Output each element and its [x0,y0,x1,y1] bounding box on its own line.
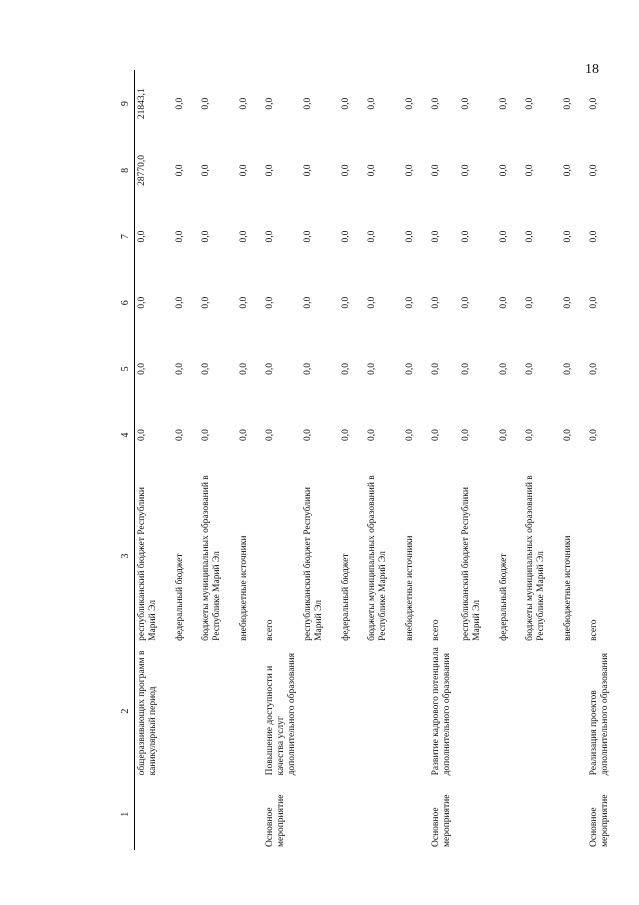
row-source-cell: бюджеты муниципальных образований в Республике Марий Эл [200,475,222,641]
row-source-cell: республиканский бюджет Республики Марий Эл [460,487,483,641]
row-col2-cell [365,644,403,779]
table-row [199,70,237,850]
row-source-cell: федеральный бюджет [498,553,509,641]
row-col1-cell [365,778,403,850]
row-value-cell: 0,0 [562,164,573,177]
row-value-cell: 0,0 [340,97,351,110]
row-source-cell: бюджеты муниципальных образований в Республике Марий Эл [366,475,389,641]
row-col1-cell [561,778,587,850]
col-header-8: 8 [118,137,135,203]
row-value-cell: 0,0 [264,296,275,309]
row-value-cell: 0,0 [498,296,509,309]
row-value-cell: 0,0 [524,97,535,110]
row-value-cell: 0,0 [562,362,573,375]
row-source-cell: бюджеты муниципальных образований в Республике Марий Эл [524,475,547,641]
row-value-cell: 0,0 [524,429,535,442]
row-value-cell: 0,0 [524,296,535,309]
row-value-cell: 0,0 [200,230,211,243]
row-col2-cell [199,644,237,779]
table-row [173,70,199,850]
row-value-cell: 0,0 [404,296,415,309]
row-value-cell: 0,0 [174,164,185,177]
row-value-cell: 0,0 [524,362,535,375]
row-value-cell: 0,0 [174,296,185,309]
table-row [497,70,523,850]
row-col2-cell: общеразвивающих программ в каникулярный период [137,650,159,776]
row-value-cell: 0,0 [588,164,599,177]
row-value-cell: 0,0 [366,429,377,442]
row-value-cell: 0,0 [460,429,471,442]
row-value-cell: 0,0 [174,429,185,442]
row-value-cell: 0,0 [137,230,147,243]
row-value-cell: 0,0 [404,362,415,375]
row-value-cell: 0,0 [366,296,377,309]
col-header-4: 4 [118,402,135,468]
row-col1-cell [199,778,237,850]
row-col2-cell [301,644,339,779]
row-col1-cell [135,778,173,850]
table-row [561,70,587,850]
row-col2-cell [237,644,263,779]
col-header-7: 7 [118,203,135,269]
row-value-cell: 0,0 [460,362,471,375]
row-value-cell: 0,0 [174,97,185,110]
row-value-cell: 0,0 [498,362,509,375]
row-value-cell: 0,0 [340,296,351,309]
row-col2-cell: Реализация проектов дополнительного образования [588,653,611,776]
row-col1-cell: Основное мероприятие [588,794,611,847]
row-col1-cell [403,778,429,850]
row-value-cell: 0,0 [302,164,313,177]
row-value-cell: 0,0 [498,230,509,243]
row-value-cell: 0,0 [524,230,535,243]
col-header-5: 5 [118,336,135,402]
table-row [135,70,173,850]
col-header-6: 6 [118,270,135,336]
row-value-cell: 0,0 [340,230,351,243]
table-row [237,70,263,850]
row-value-cell: 0,0 [588,97,599,110]
row-value-cell: 0,0 [302,429,313,442]
row-value-cell: 0,0 [238,296,249,309]
table-body [135,70,619,850]
row-value-cell: 0,0 [302,296,313,309]
row-col1-cell [459,778,497,850]
row-value-cell: 0,0 [238,362,249,375]
row-col2-cell [339,644,365,779]
row-source-cell: республиканский бюджет Республики Марий Эл [302,487,325,641]
row-col2-cell: Повышение доступности и качества услуг дополнительного образования [264,653,298,776]
row-col2-cell [459,644,497,779]
row-value-cell: 0,0 [200,296,211,309]
row-value-cell: 0,0 [498,429,509,442]
row-value-cell: 0,0 [238,97,249,110]
col-header-1: 1 [118,778,135,850]
row-value-cell: 0,0 [340,362,351,375]
row-col1-cell: Основное мероприятие [430,794,453,847]
row-value-cell: 0,0 [498,164,509,177]
row-col2-cell [523,644,561,779]
table-row [301,70,339,850]
row-source-cell: внебюджетные источники [562,535,573,641]
row-value-cell: 0,0 [366,97,377,110]
col-header-2: 2 [118,644,135,779]
row-value-cell: 0,0 [264,429,275,442]
row-value-cell: 0,0 [430,362,441,375]
row-value-cell: 28770,0 [137,154,147,186]
row-col2-cell [173,644,199,779]
row-source-cell: внебюджетные источники [404,535,415,641]
row-value-cell: 0,0 [200,429,211,442]
row-value-cell: 0,0 [302,362,313,375]
table-row [403,70,429,850]
row-source-cell: всего [264,619,275,641]
row-value-cell: 0,0 [302,230,313,243]
row-value-cell: 0,0 [460,230,471,243]
row-value-cell: 0,0 [404,164,415,177]
row-value-cell: 0,0 [498,97,509,110]
row-value-cell: 0,0 [430,164,441,177]
row-col1-cell: Основное мероприятие [264,794,286,847]
table-row [429,70,459,850]
row-col1-cell [497,778,523,850]
budget-table [118,70,619,850]
row-value-cell: 0,0 [302,97,313,110]
col-header-9: 9 [118,70,135,137]
row-value-cell: 0,0 [460,296,471,309]
row-col2-cell: Развитие кадрового потенциала дополнительного образования [430,647,453,776]
row-value-cell: 0,0 [264,362,275,375]
row-value-cell: 0,0 [264,230,275,243]
row-value-cell: 0,0 [430,230,441,243]
row-value-cell: 0,0 [588,362,599,375]
row-value-cell: 0,0 [366,230,377,243]
row-value-cell: 0,0 [588,429,599,442]
row-value-cell: 0,0 [562,429,573,442]
row-value-cell: 0,0 [174,230,185,243]
row-value-cell: 0,0 [366,164,377,177]
row-value-cell: 0,0 [340,164,351,177]
row-value-cell: 0,0 [200,97,211,110]
row-col1-cell [523,778,561,850]
row-col1-cell [237,778,263,850]
row-value-cell: 21843,1 [137,88,147,120]
table-row [459,70,497,850]
row-value-cell: 0,0 [562,296,573,309]
table-row [587,70,619,850]
row-value-cell: 0,0 [404,429,415,442]
page-number: 18 [585,62,599,77]
row-value-cell: 0,0 [562,97,573,110]
row-source-cell: федеральный бюджет [174,553,185,641]
row-value-cell: 0,0 [460,164,471,177]
table-row [263,70,301,850]
row-col2-cell [561,644,587,779]
row-source-cell: внебюджетные источники [238,535,249,641]
row-value-cell: 0,0 [137,429,147,442]
row-col2-cell [497,644,523,779]
row-col1-cell [173,778,199,850]
row-value-cell: 0,0 [200,362,211,375]
row-value-cell: 0,0 [264,97,275,110]
table-row [365,70,403,850]
header-row [118,70,135,850]
row-value-cell: 0,0 [430,97,441,110]
row-value-cell: 0,0 [238,164,249,177]
row-value-cell: 0,0 [238,230,249,243]
row-value-cell: 0,0 [238,429,249,442]
row-value-cell: 0,0 [588,230,599,243]
row-source-cell: всего [588,619,599,641]
row-value-cell: 0,0 [588,296,599,309]
row-value-cell: 0,0 [137,362,147,375]
row-source-cell: всего [430,619,441,641]
row-value-cell: 0,0 [430,296,441,309]
row-col2-cell [403,644,429,779]
table-row [339,70,365,850]
row-source-cell: республиканский бюджет Республики Марий Эл [137,487,159,641]
row-value-cell: 0,0 [524,164,535,177]
row-value-cell: 0,0 [340,429,351,442]
col-header-3: 3 [118,468,135,644]
row-source-cell: федеральный бюджет [340,553,351,641]
rotated-table-container [118,70,611,850]
row-col1-cell [339,778,365,850]
row-value-cell: 0,0 [200,164,211,177]
row-value-cell: 0,0 [430,429,441,442]
row-value-cell: 0,0 [562,230,573,243]
table-row [523,70,561,850]
row-value-cell: 0,0 [404,230,415,243]
row-value-cell: 0,0 [174,362,185,375]
row-value-cell: 0,0 [404,97,415,110]
row-col1-cell [301,778,339,850]
row-value-cell: 0,0 [137,296,147,309]
row-value-cell: 0,0 [366,362,377,375]
row-value-cell: 0,0 [264,164,275,177]
row-value-cell: 0,0 [460,97,471,110]
